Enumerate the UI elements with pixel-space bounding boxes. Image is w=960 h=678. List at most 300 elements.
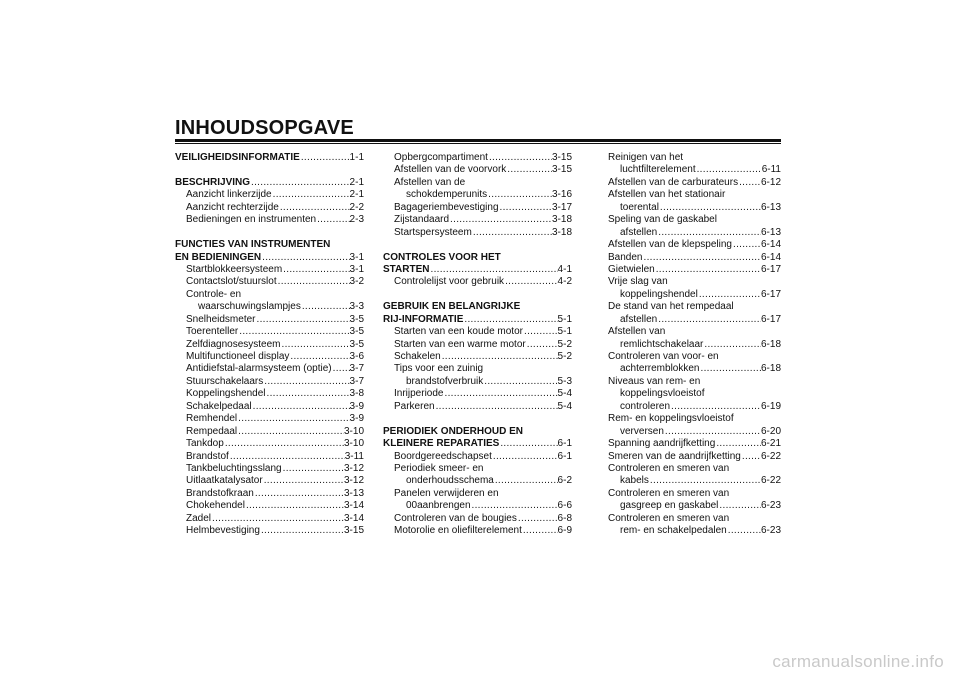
entry-text: Vrije slag van [608,276,668,288]
toc-line [597,264,781,276]
entry-text: afstellen [620,226,658,238]
toc-entry[interactable] [597,152,781,177]
leader-dots [499,438,557,450]
entry-text: Starten van een koude motor [394,326,523,338]
entry-text: Remhendel [186,413,238,425]
toc-entry[interactable] [175,214,364,226]
page-number: 3-9 [349,400,364,412]
entry-text: brandstofverbruik [406,375,484,387]
page-number: 6-18 [760,363,781,375]
toc-line [383,264,572,276]
leader-dots [506,164,552,176]
toc-line [597,326,781,338]
toc-line [383,177,572,189]
page-number: 6-20 [760,425,781,437]
leader-dots [245,500,344,512]
entry-text: Niveaus van rem- en [608,375,701,387]
page-number: 3-10 [343,425,364,437]
leader-dots [522,525,558,537]
toc-line [383,339,572,351]
toc-entry[interactable] [175,463,364,475]
page-title: INHOUDSOPGAVE [175,117,354,139]
toc-line [597,177,781,189]
entry-text: Opbergcompartiment [394,152,488,163]
toc-line [175,326,364,338]
leader-dots [289,351,349,363]
entry-text: Snelheidsmeter [186,313,256,325]
toc-entry[interactable] [597,301,781,326]
toc-line [597,239,781,251]
toc-line [175,500,364,512]
toc-section-heading[interactable] [175,239,364,264]
page-number: 6-14 [760,239,781,251]
toc-line [383,301,572,313]
entry-text: Rempedaal [186,425,238,437]
page-number: 3-7 [349,375,364,387]
toc-line [175,363,364,375]
entry-text: Schakelen [394,351,441,362]
toc-entry[interactable] [383,276,572,288]
page-number: 3-5 [349,338,364,350]
leader-dots [471,500,558,512]
leader-dots [443,388,557,400]
watermark-text: carmanualsonline.info [772,652,944,671]
entry-text: kabels [620,475,649,487]
leader-dots [282,463,344,475]
page-number: 6-23 [760,500,781,512]
page-number: 3-15 [551,164,572,176]
toc-entry[interactable] [597,252,781,264]
leader-dots [301,301,350,313]
toc-entry[interactable] [175,276,364,288]
toc-entry[interactable] [175,438,364,450]
toc-line [175,376,364,388]
toc-line [383,152,572,164]
heading-text: EN BEDIENINGEN [175,251,262,263]
entry-text: Controleren van de bougies [394,512,517,524]
leader-dots [266,388,350,400]
toc-section-heading[interactable] [383,252,572,277]
entry-text: rem- en schakelpedalen [620,525,727,537]
toc-line [175,152,364,164]
toc-entry[interactable] [597,438,781,450]
leader-dots [229,451,345,463]
toc-line [597,500,781,512]
leader-dots [657,227,761,239]
entry-text: Periodiek smeer- en [394,462,484,474]
entry-text: Afstellen van de carburateurs [608,176,739,188]
page-number: 3-16 [551,189,572,201]
page-number: 3-15 [551,152,572,163]
toc-line [175,301,364,313]
toc-line [597,463,781,475]
toc-entry[interactable] [383,164,572,176]
leader-dots [263,376,349,388]
toc-entry[interactable] [383,177,572,202]
entry-text: koppelingsvloeistof [620,388,705,400]
entry-text: De stand van het rempedaal [608,301,734,313]
page-number: 5-4 [557,400,572,412]
page-number: 6-1 [557,438,572,450]
toc-entry[interactable] [597,488,781,513]
page-number: 3-18 [551,214,572,226]
page-number: 2-1 [349,189,364,201]
entry-text: Controle- en [186,288,242,300]
toc-entry[interactable] [597,451,781,463]
page-number: 3-18 [551,226,572,238]
leader-dots [332,363,350,375]
toc-line [597,438,781,450]
heading-text: PERIODIEK ONDERHOUD EN [383,425,524,437]
toc-line [383,426,572,438]
toc-line [383,227,572,239]
entry-text: Controleren en smeren van [608,512,730,524]
leader-dots [517,513,558,525]
leader-dots [526,339,558,351]
entry-text: Tips voor een zuinig [394,363,484,375]
toc-entry[interactable] [597,239,781,251]
entry-text: Multifunctioneel display [186,351,290,362]
entry-text: Boordgereedschapset [394,450,492,462]
page-number: 5-1 [557,313,572,325]
entry-text: Startblokkeersysteem [186,263,283,275]
toc-line [175,388,364,400]
toc-entry[interactable] [383,202,572,214]
toc-line [597,401,781,413]
toc-entry[interactable] [175,376,364,388]
heading-text: CONTROLES VOOR HET [383,251,501,263]
page-number: 3-2 [349,276,364,288]
toc-line [597,451,781,463]
page-number: 3-15 [343,525,364,537]
toc-line [597,339,781,351]
toc-column-1 [175,152,364,538]
entry-text: Afstellen van de klepspeling [608,239,732,251]
toc-line [597,376,781,388]
entry-text: Gietwielen [608,263,655,275]
toc-entry[interactable] [383,152,572,164]
toc-line [175,339,364,351]
leader-dots [300,152,350,164]
leader-dots [741,451,761,463]
leader-dots [727,525,761,537]
page-number: 6-21 [760,438,781,450]
toc-line [597,202,781,214]
entry-text: Aanzicht linkerzijde [186,189,272,201]
entry-text: koppelingshendel [620,288,698,300]
entry-text: Bagageriembevestiging [394,201,499,213]
toc-section-heading[interactable] [175,152,364,164]
leader-dots [492,451,558,463]
toc-line [383,326,572,338]
leader-dots [655,264,761,276]
toc-entry[interactable] [175,202,364,214]
leader-dots [664,426,761,438]
toc-entry[interactable] [175,339,364,351]
toc-entry[interactable] [383,463,572,488]
toc-entry[interactable] [175,314,364,326]
leader-dots [449,214,552,226]
page-number: 6-6 [557,500,572,512]
leader-dots [738,177,761,189]
page-number: 5-2 [557,351,572,362]
toc-entry[interactable] [597,326,781,351]
toc-line [597,314,781,326]
toc-entry[interactable] [383,451,572,463]
toc-line [175,252,364,264]
toc-entry[interactable] [383,351,572,363]
page-number: 6-23 [760,525,781,537]
heading-text: RIJ-INFORMATIE [383,313,464,325]
toc-line [175,189,364,201]
page-number: 6-9 [557,525,572,537]
entry-text: Afstellen van het stationair [608,189,726,201]
toc-line [175,463,364,475]
entry-text: Smeren van de aandrijfketting [608,450,741,462]
page-number: 6-14 [760,251,781,263]
toc-entry[interactable] [597,189,781,214]
leader-dots [252,401,350,413]
page-number: 6-8 [557,512,572,524]
toc-entry[interactable] [383,525,572,537]
page-number: 3-9 [349,413,364,425]
toc-section-heading[interactable] [383,426,572,451]
entry-text: onderhoudsschema [406,475,494,487]
section-gap [383,289,572,301]
page-number: 5-2 [557,338,572,350]
leader-dots [657,314,761,326]
toc-line [597,214,781,226]
leader-dots [698,289,761,301]
entry-text: Aanzicht rechterzijde [186,201,279,213]
heading-text: KLEINERE REPARATIES [383,438,500,450]
toc-entry[interactable] [175,475,364,487]
leader-dots [463,314,557,326]
toc-line [175,401,364,413]
toc-line [597,513,781,525]
page-number: 4-2 [557,276,572,288]
page-number: 3-10 [343,438,364,450]
entry-text: toerental [620,201,659,213]
toc-entry[interactable] [383,388,572,400]
toc-line [383,525,572,537]
toc-line [597,525,781,537]
leader-dots [504,276,557,288]
toc-entry[interactable] [383,513,572,525]
entry-text: Banden [608,251,643,263]
leader-dots [487,189,552,201]
leader-dots [224,438,344,450]
toc-entry[interactable] [175,451,364,463]
toc-entry[interactable] [175,388,364,400]
toc-line [383,388,572,400]
toc-entry[interactable] [383,326,572,338]
toc-line [383,401,572,413]
leader-dots [649,475,761,487]
entry-text: Contactslot/stuurslot [186,276,277,288]
toc-line [175,525,364,537]
toc-line [597,351,781,363]
entry-text: Panelen verwijderen en [394,487,499,499]
page-number: 3-12 [343,462,364,474]
entry-text: Startspersysteem [394,226,472,238]
page-number: 3-5 [349,326,364,338]
toc-entry[interactable] [175,264,364,276]
entry-text: Zijstandaard [394,214,450,226]
toc-line [175,214,364,226]
leader-dots [250,177,350,189]
toc-entry[interactable] [175,500,364,512]
toc-entry[interactable] [175,363,364,375]
section-gap [175,164,364,176]
page-number: 2-2 [349,201,364,213]
toc-line [597,227,781,239]
toc-entry[interactable] [597,413,781,438]
toc-line [383,488,572,500]
toc-entry[interactable] [175,189,364,201]
toc-line [597,276,781,288]
page-number: 3-17 [551,201,572,213]
toc-line [383,500,572,512]
toc-line [175,239,364,251]
entry-text: luchtfilterelement [620,164,696,176]
page-number: 6-11 [761,164,781,176]
toc-entry[interactable] [383,401,572,413]
entry-text: Reinigen van het [608,152,684,163]
leader-dots [732,239,761,251]
leader-dots [277,276,350,288]
toc-entry[interactable] [383,214,572,226]
heading-text: GEBRUIK EN BELANGRIJKE [383,301,521,313]
leader-dots [435,401,558,413]
toc-entry[interactable] [383,339,572,351]
leader-dots [703,339,761,351]
entry-text: Inrijperiode [394,388,444,400]
page-number: 5-4 [557,388,572,400]
leader-dots [499,202,552,214]
entry-text: Rem- en koppelingsvloeistof [608,413,734,425]
toc-line [597,289,781,301]
entry-text: Controlelijst voor gebruik [394,276,505,288]
page-number: 3-12 [343,475,364,487]
toc-entry[interactable] [597,177,781,189]
toc-line [383,164,572,176]
toc-entry[interactable] [383,363,572,388]
leader-dots [483,376,557,388]
leader-dots [237,413,349,425]
section-gap [383,413,572,425]
entry-text: verversen [620,425,664,437]
toc-line [383,363,572,375]
toc-entry[interactable] [175,525,364,537]
section-gap [175,227,364,239]
entry-text: achterremblokken [620,363,700,375]
page-number: 6-13 [760,226,781,238]
page-number: 6-18 [760,338,781,350]
toc-line [383,202,572,214]
entry-text: Uitlaatkatalysator [186,475,263,487]
page-number: 6-17 [760,313,781,325]
entry-text: Spanning aandrijfketting [608,438,716,450]
toc-entry[interactable] [175,326,364,338]
leader-dots [316,214,349,226]
toc-line [597,301,781,313]
toc-entry[interactable] [383,488,572,513]
toc-entry[interactable] [597,214,781,239]
toc-entry[interactable] [175,488,364,500]
toc-entry[interactable] [175,351,364,363]
toc-entry[interactable] [175,426,364,438]
toc-line [383,351,572,363]
leader-dots [715,438,761,450]
toc-entry[interactable] [175,413,364,425]
entry-text: Afstellen van de voorvork [394,164,507,176]
leader-dots [279,202,350,214]
entry-text: Tankdop [186,438,224,450]
toc-section-heading[interactable] [383,301,572,326]
entry-text: Helmbevestiging [186,525,260,537]
toc-section-heading[interactable] [175,177,364,189]
toc-entry[interactable] [597,513,781,538]
toc-line [175,264,364,276]
toc-line [383,475,572,487]
entry-text: Controleren van voor- en [608,351,719,362]
toc-entry[interactable] [597,276,781,301]
toc-line [175,488,364,500]
toc-line [383,314,572,326]
entry-text: Motorolie en oliefilterelement [394,525,522,537]
entry-text: Schakelpedaal [186,400,252,412]
toc-entry[interactable] [597,264,781,276]
entry-text: Toerenteller [186,326,239,338]
page-number: 6-22 [760,450,781,462]
toc-entry[interactable] [597,351,781,376]
toc-line [175,351,364,363]
leader-dots [263,475,344,487]
page-number: 4-1 [557,263,572,275]
page-number: 5-1 [557,326,572,338]
toc-entry[interactable] [597,463,781,488]
toc-entry[interactable] [175,401,364,413]
page-number: 6-17 [760,288,781,300]
toc-entry[interactable] [175,513,364,525]
entry-text: Afstellen van de [394,176,466,188]
toc-entry[interactable] [383,227,572,239]
entry-text: Chokehendel [186,500,245,512]
toc-line [597,475,781,487]
entry-text: Stuurschakelaars [186,375,264,387]
page-number: 6-1 [557,450,572,462]
entry-text: Starten van een warme motor [394,338,526,350]
leader-dots [211,513,344,525]
toc-column-2 [383,152,572,538]
leader-dots [272,189,350,201]
entry-text: Tankbeluchtingsslang [186,462,282,474]
leader-dots [472,227,552,239]
entry-text: Antidiefstal-alarmsysteem (optie) [186,363,332,375]
page-number: 3-5 [349,313,364,325]
page-number: 1-1 [349,152,364,163]
entry-text: Controleren en smeren van [608,462,730,474]
entry-text: afstellen [620,313,658,325]
toc-column-3 [597,152,781,538]
toc-line [383,189,572,201]
toc-line [175,451,364,463]
toc-line [383,463,572,475]
leader-dots [255,314,349,326]
toc-entry[interactable] [175,289,364,314]
toc-entry[interactable] [597,376,781,413]
